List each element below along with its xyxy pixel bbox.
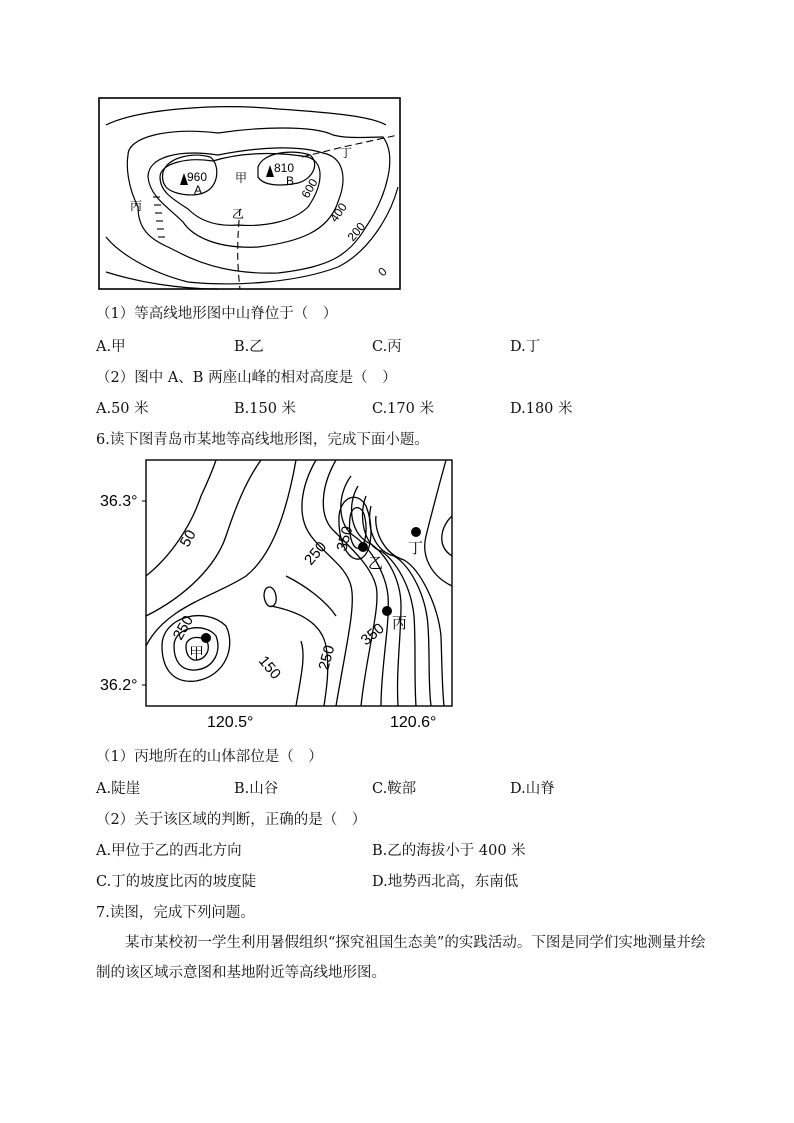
q6-sub1-option-a: A.陡崖 — [96, 781, 141, 797]
q5-sub2-option-d: D.180 米 — [510, 401, 573, 417]
point-bing-label: 丙 — [392, 615, 408, 632]
peak-a-elevation: 960 — [187, 170, 208, 184]
q5-sub2-option-a: A.50 米 — [96, 401, 149, 417]
q5-sub1-option-a: A.甲 — [96, 339, 126, 355]
point-jia-label: 甲 — [189, 645, 205, 662]
q6-sub2-option-a: A.甲位于乙的西北方向 — [96, 843, 242, 859]
peak-a-label: A — [194, 183, 203, 197]
contour-label-350-bing: 350 — [357, 619, 388, 650]
contour-map-1 — [98, 97, 401, 290]
peak-b-label: B — [286, 174, 295, 188]
q6-sub1-option-b: B.山谷 — [234, 781, 279, 797]
q6-sub2-option-b: B.乙的海拔小于 400 米 — [372, 843, 526, 859]
lat-label-top: 36.3° — [100, 493, 138, 510]
q6-sub1-option-c: C.鞍部 — [372, 781, 417, 797]
point-bing-dot — [382, 606, 392, 616]
q6-sub2-stem: （2）关于该区域的判断，正确的是（ ） — [96, 812, 367, 828]
q7-title: 7.读图，完成下列问题。 — [96, 905, 255, 921]
q6-sub2-option-c: C.丁的坡度比丙的坡度陡 — [96, 874, 257, 890]
q5-sub2-stem: （2）图中 A、B 两座山峰的相对高度是（ ） — [96, 370, 397, 386]
point-jia-dot — [201, 633, 211, 643]
contour-label-50: 50 — [176, 527, 200, 550]
point-ding-dot — [411, 527, 421, 537]
contour-label-250-yi: 250 — [301, 538, 331, 569]
q6-sub1-option-d: D.山脊 — [510, 781, 555, 797]
q5-sub1-option-b: B.乙 — [234, 339, 264, 355]
q5-sub1-option-c: C.丙 — [372, 339, 402, 355]
lon-label-right: 120.6° — [390, 714, 437, 731]
contour-label-0: 0 — [375, 264, 390, 280]
point-ding-label: 丁 — [408, 540, 424, 557]
peak-b-elevation: 810 — [274, 161, 295, 175]
q6-sub1-stem: （1）丙地所在的山体部位是（ ） — [96, 749, 323, 765]
lat-label-bottom: 36.2° — [100, 677, 138, 694]
contour-label-250-bing: 250 — [315, 643, 339, 673]
q7-paragraph: 某市某校初一学生利用暑假组织“探究祖国生态美”的实践活动。下图是同学们实地测量并绘制的该区域示意图和基地附近等高线地形图。 — [96, 935, 706, 981]
contour-label-600: 600 — [298, 176, 321, 201]
contour-label-400: 400 — [326, 200, 350, 225]
point-yi-label: 乙 — [368, 555, 384, 572]
q5-sub1-option-d: D.丁 — [510, 339, 541, 355]
label-bing: 丙 — [130, 199, 143, 213]
contour-map-2 — [96, 456, 466, 738]
q5-sub1-stem: （1）等高线地形图中山脊位于（ ） — [96, 306, 338, 322]
label-yi: 乙 — [232, 207, 245, 221]
q6-title: 6.读下图青岛市某地等高线地形图，完成下面小题。 — [96, 432, 429, 448]
label-jia: 甲 — [235, 171, 248, 185]
q5-sub2-option-c: C.170 米 — [372, 401, 434, 417]
q6-sub2-option-d: D.地势西北高，东南低 — [372, 874, 519, 890]
q5-sub2-option-b: B.150 米 — [234, 401, 297, 417]
label-ding: 丁 — [340, 146, 353, 160]
contour-label-200: 200 — [344, 219, 369, 244]
point-yi-dot — [358, 542, 368, 552]
contour-label-250-jia: 250 — [169, 612, 197, 643]
contour-label-150: 150 — [254, 652, 285, 683]
lon-label-left: 120.5° — [207, 714, 254, 731]
contour-label-350-yi: 350 — [333, 524, 357, 554]
